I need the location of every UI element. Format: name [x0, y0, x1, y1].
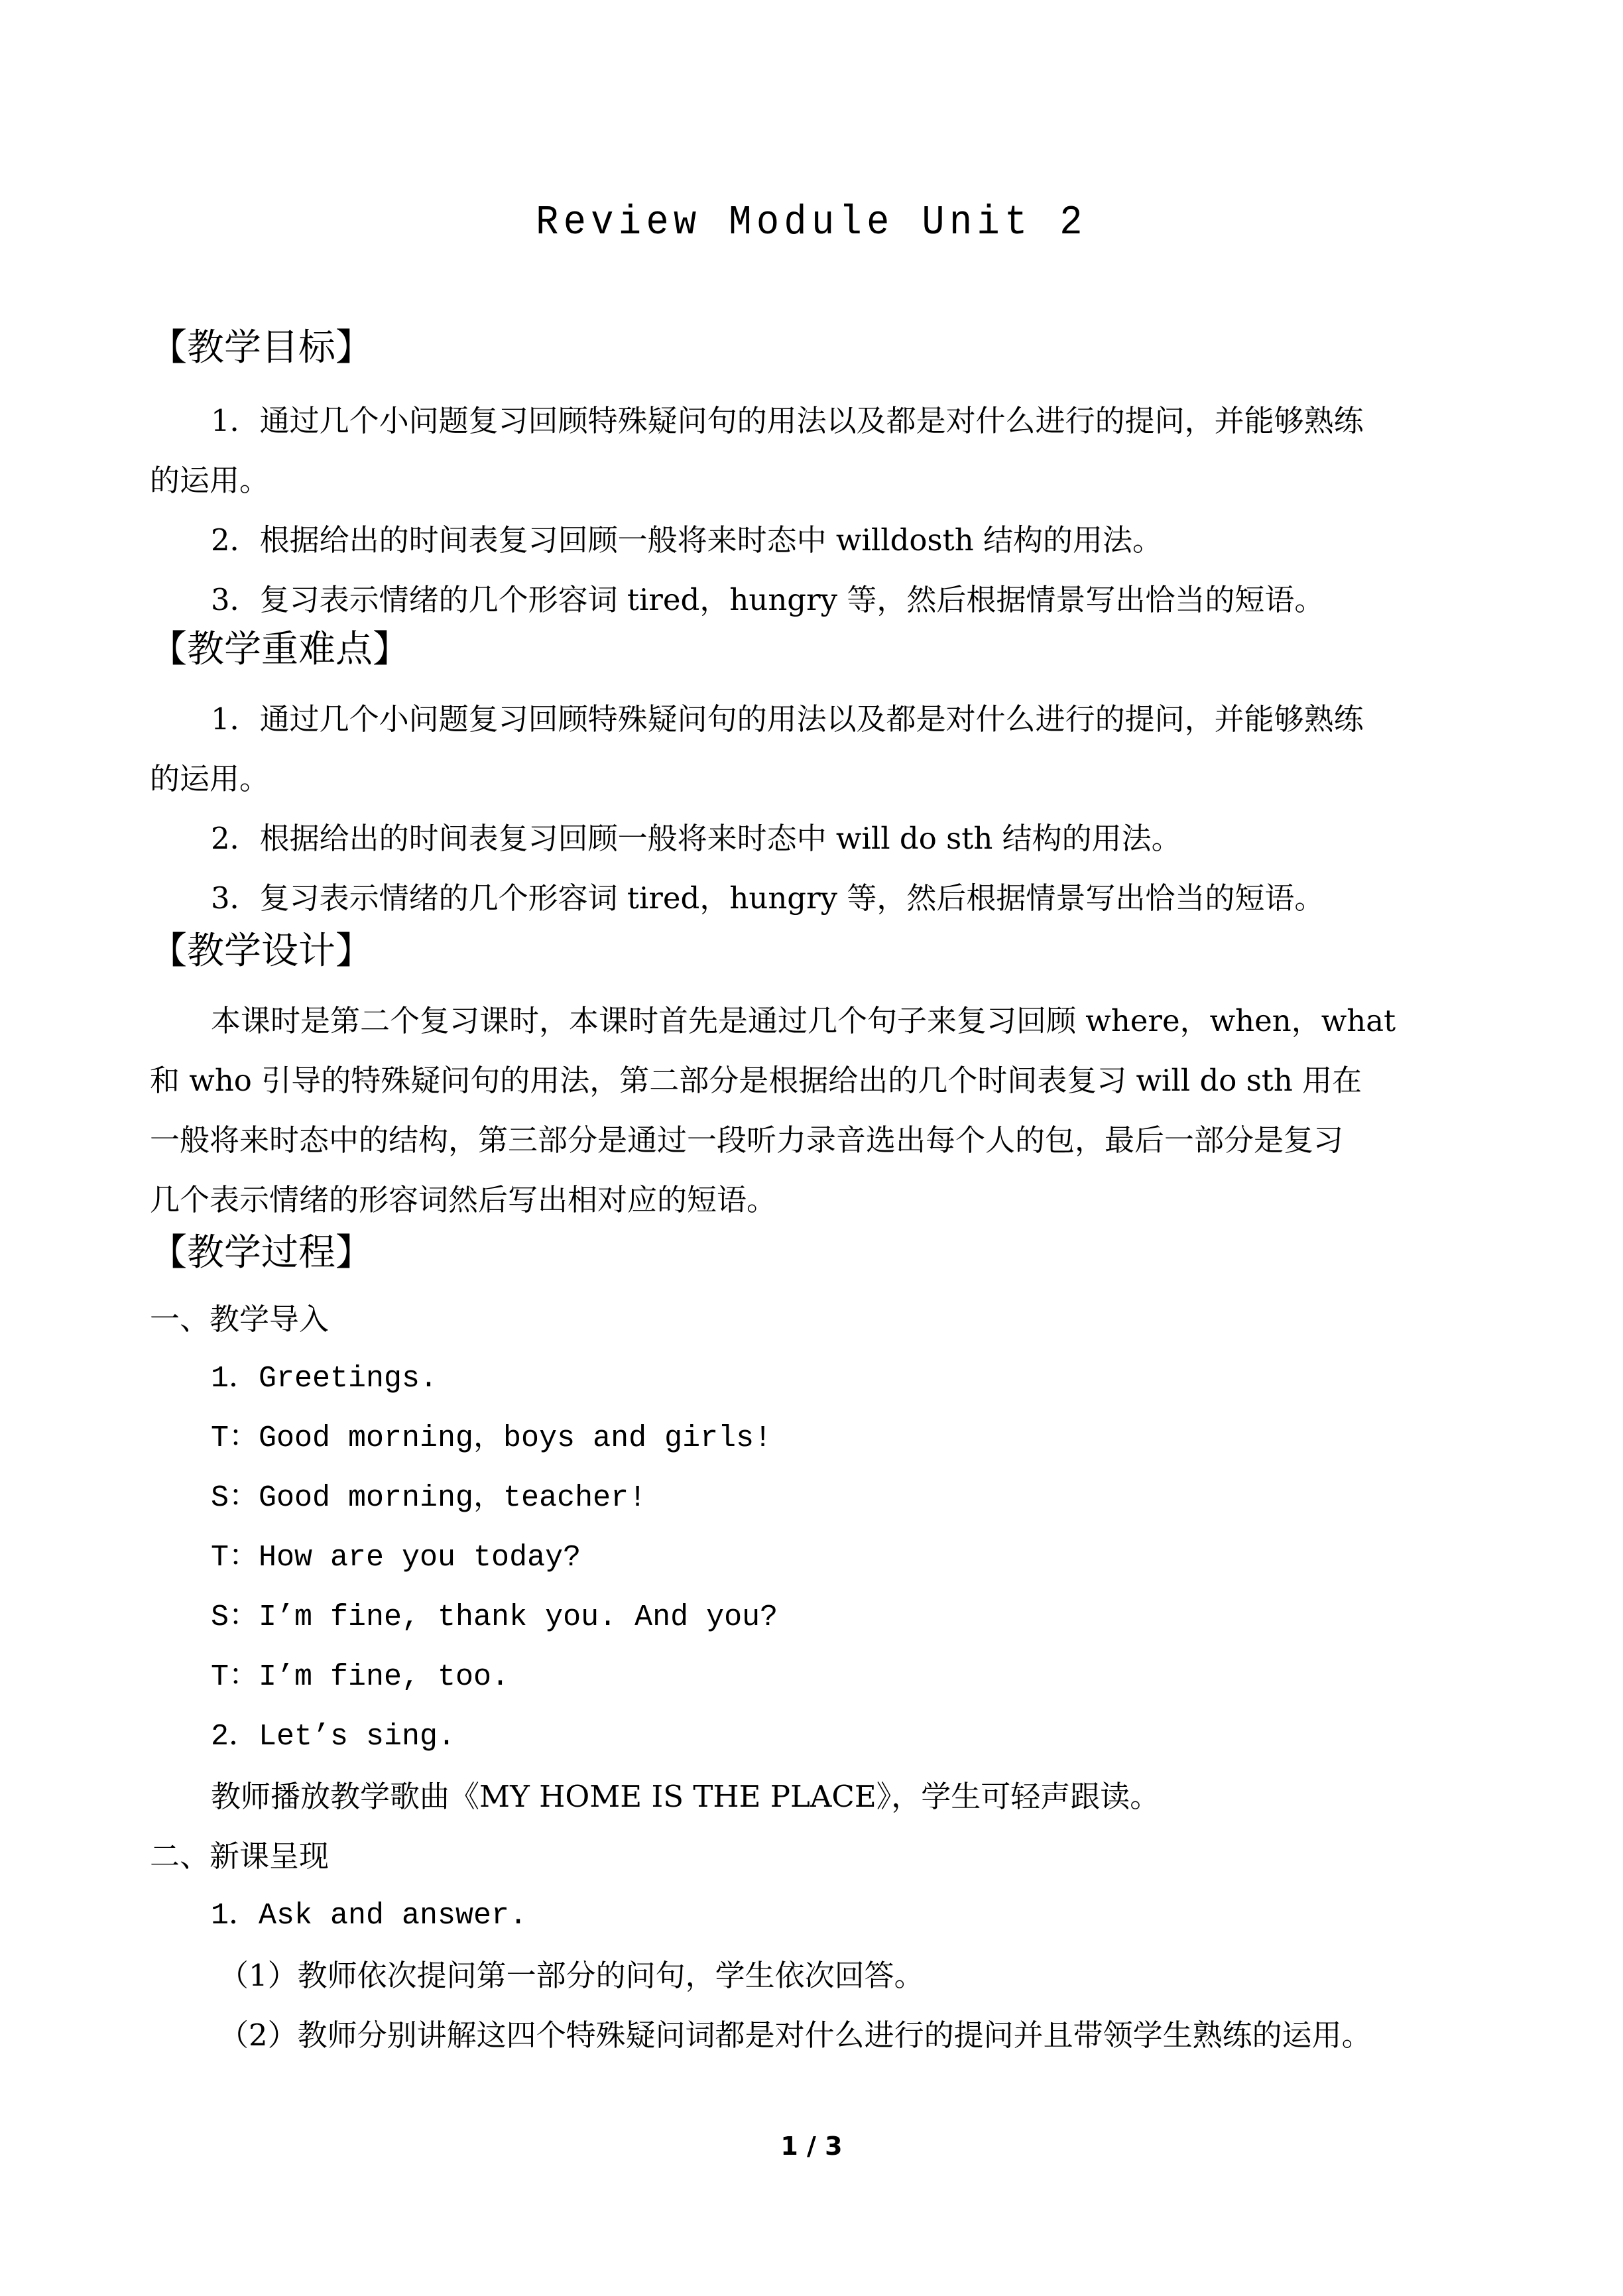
section-heading-design: 【教学设计】 — [150, 930, 373, 973]
document-title: Review Module Unit 2 — [536, 199, 1087, 246]
key-point-item: 1．通过几个小问题复习回顾特殊疑问句的用法以及都是对什么进行的提问，并能够熟练 — [211, 701, 1364, 737]
process-line: 1．Greetings. — [211, 1362, 438, 1396]
objective-item-cont: 的运用。 — [150, 463, 270, 498]
section-heading-process: 【教学过程】 — [150, 1231, 373, 1274]
design-paragraph-line: 和 who 引导的特殊疑问句的用法，第二部分是根据给出的几个时间表复习 will do sth 用在 — [150, 1063, 1362, 1098]
process-line: 教师播放教学歌曲《MY HOME IS THE PLACE》，学生可轻声跟读。 — [211, 1779, 1160, 1814]
section-heading-key-points: 【教学重难点】 — [150, 628, 410, 671]
key-point-item: 3．复习表示情绪的几个形容词 tired，hungry 等，然后根据情景写出恰当的短语。 — [211, 880, 1325, 916]
process-line: 1．Ask and answer. — [211, 1899, 528, 1933]
process-line: （2）教师分别讲解这四个特殊疑问词都是对什么进行的提问并且带领学生熟练的运用。 — [219, 2018, 1372, 2053]
objective-item: 2．根据给出的时间表复习回顾一般将来时态中 willdosth 结构的用法。 — [211, 522, 1162, 558]
dialogue-line: S：Good morning，teacher! — [211, 1481, 647, 1515]
key-point-item: 2．根据给出的时间表复习回顾一般将来时态中 will do sth 结构的用法。 — [211, 821, 1181, 856]
key-point-item-cont: 的运用。 — [150, 761, 270, 796]
objective-item: 1．通过几个小问题复习回顾特殊疑问句的用法以及都是对什么进行的提问，并能够熟练 — [211, 403, 1364, 438]
process-line: （1）教师依次提问第一部分的问句，学生依次回答。 — [219, 1958, 924, 1993]
design-paragraph-line: 几个表示情绪的形容词然后写出相对应的短语。 — [150, 1182, 777, 1217]
dialogue-line: T：How are you today? — [211, 1541, 581, 1575]
design-paragraph-line: 本课时是第二个复习课时，本课时首先是通过几个句子来复习回顾 where，when，what — [211, 1003, 1396, 1038]
section-heading-objectives: 【教学目标】 — [150, 326, 373, 369]
dialogue-line: T：Good morning，boys and girls! — [211, 1421, 772, 1455]
dialogue-line: S：I’m fine, thank you. And you? — [211, 1601, 778, 1634]
dialogue-line: T：I’m fine, too. — [211, 1660, 510, 1694]
process-part-title: 二、新课呈现 — [150, 1839, 330, 1874]
process-part-title: 一、教学导入 — [150, 1301, 330, 1337]
objective-item: 3．复习表示情绪的几个形容词 tired，hungry 等，然后根据情景写出恰当的短语。 — [211, 582, 1325, 617]
process-line: 2．Let’s sing. — [211, 1720, 456, 1754]
page-number: 1 / 3 — [780, 2132, 843, 2161]
design-paragraph-line: 一般将来时态中的结构，第三部分是通过一段听力录音选出每个人的包，最后一部分是复习 — [150, 1122, 1344, 1158]
